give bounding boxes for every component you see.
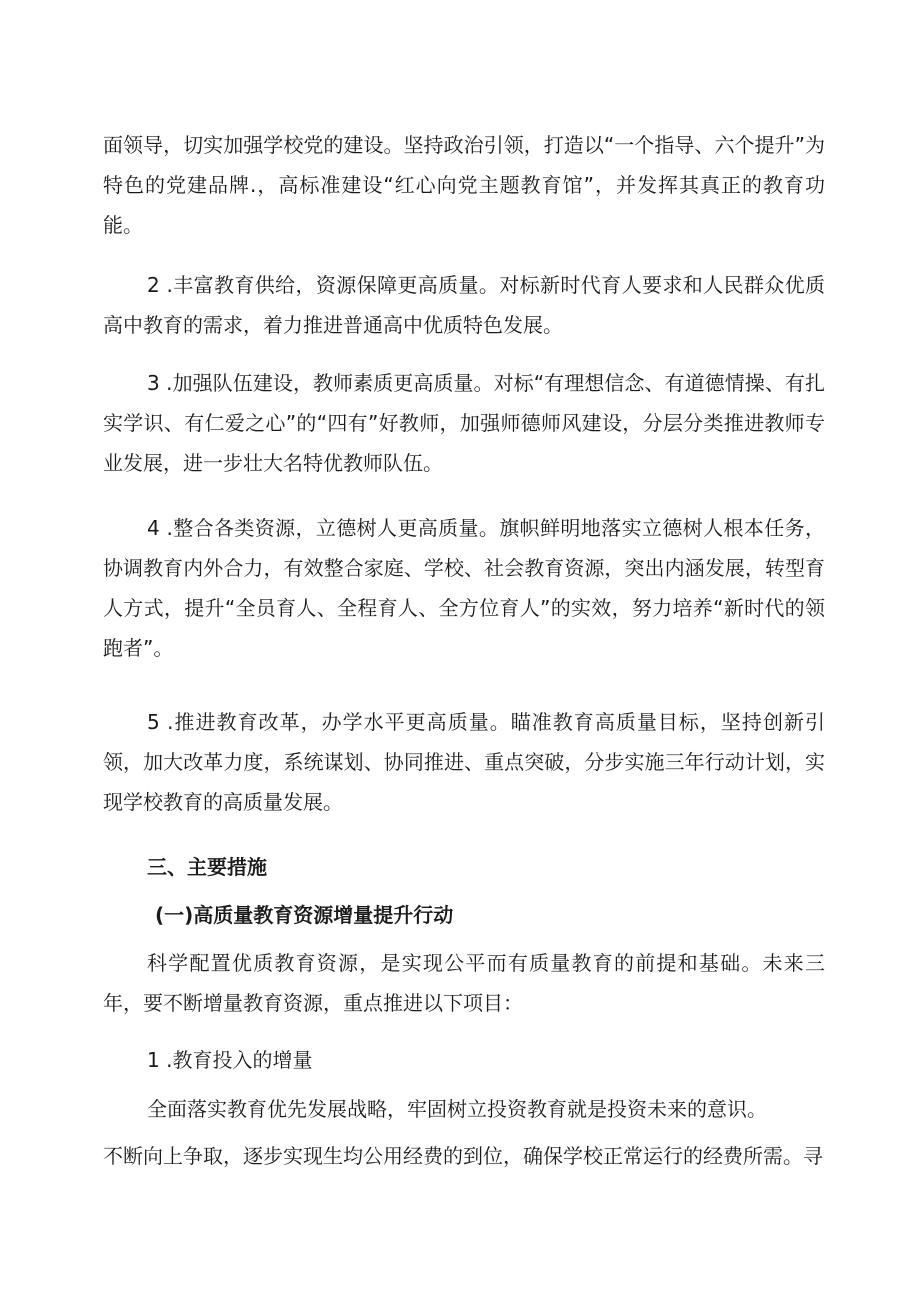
paragraph-item-4: 4 .整合各类资源，立德树人更高质量。旗帜鲜明地落实立德树人根本任务，协调教育内外合力，有效整合家庭、学校、社会教育资源，突出内涵发展，转型育人方式，提升“全员育人、全程育人、全方位育人”的实效，努力培养“新时代的领跑者”。 (103, 516, 825, 660)
paragraph-party-building: 面领导，切实加强学校党的建设。坚持政治引领，打造以“一个指导、六个提升”为特色的党建品牌.，高标准建设“红心向党主题教育馆”，并发挥其真正的教育功能。 (103, 133, 825, 237)
item-line-1: 全面落实教育优先发展战略，牢固树立投资教育就是投资未来的意识。 (147, 1097, 767, 1121)
paragraph-item-3: 3 .加强队伍建设，教师素质更高质量。对标“有理想信念、有道德情操、有扎实学识、有仁爱之心”的“四有”好教师，加强师德师风建设，分层分类推进教师专业发展，进一步壮大名特优教师队伍。 (103, 371, 825, 475)
paragraph-intro: 科学配置优质教育资源，是实现公平而有质量教育的前提和基础。未来三年，要不断增量教育资源，重点推进以下项目： (103, 951, 825, 1015)
section-heading: 三、主要措施 (147, 855, 267, 879)
subsection-heading: (一)高质量教育资源增量提升行动 (155, 903, 454, 927)
paragraph-item-5: 5 .推进教育改革，办学水平更高质量。瞄准教育高质量目标，坚持创新引领，加大改革力度，系统谋划、协同推进、重点突破，分步实施三年行动计划，实现学校教育的高质量发展。 (103, 710, 825, 814)
item-line-2: 不断向上争取，逐步实现生均公用经费的到位，确保学校正常运行的经费所需。寻 (103, 1144, 823, 1168)
paragraph-item-2: 2 .丰富教育供给，资源保障更高质量。对标新时代育人要求和人民群众优质高中教育的需求，着力推进普通高中优质特色发展。 (103, 273, 825, 337)
item-heading: 1 .教育投入的增量 (147, 1048, 313, 1072)
